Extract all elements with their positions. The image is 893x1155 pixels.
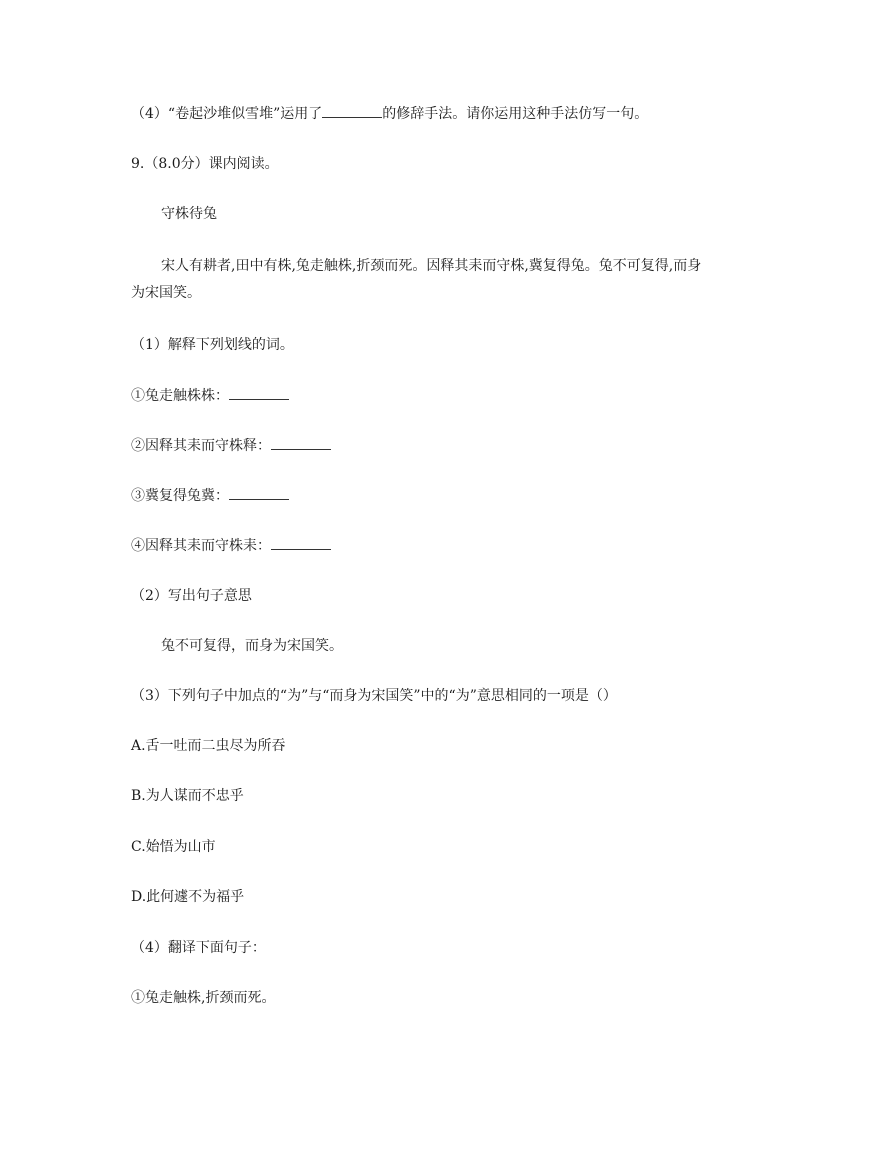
- passage-title: 守株待兔: [161, 206, 217, 222]
- item-2: [131, 436, 331, 456]
- answer-blank[interactable]: [271, 436, 331, 450]
- sentence-to-explain: 兔不可复得，而身为宋国笑。: [161, 638, 343, 654]
- passage-line-2: 为宋国笑。: [131, 285, 201, 301]
- answer-blank[interactable]: [271, 536, 331, 550]
- sub-question-1: （1）解释下列划线的词。: [131, 337, 294, 353]
- item-3-label: ③冀复得兔冀：: [131, 488, 229, 504]
- item-1: [131, 386, 289, 406]
- question-9-header: 9.（8.0分）课内阅读。: [131, 156, 279, 172]
- answer-blank[interactable]: [229, 386, 289, 400]
- translate-item-1: ①兔走触株,折颈而死。: [131, 990, 276, 1006]
- answer-blank[interactable]: [229, 486, 289, 500]
- passage-line-1: 宋人有耕者,田中有株,兔走触株,折颈而死。因释其耒而守株,冀复得兔。兔不可复得,而身: [161, 258, 702, 274]
- sub-question-4: （4）翻译下面句子：: [131, 940, 266, 956]
- item-2-label: ②因释其耒而守株释：: [131, 438, 271, 454]
- question-8-part-4-suffix: 的修辞手法。请你运用这种手法仿写一句。: [382, 106, 649, 122]
- option-d[interactable]: D.此何遽不为福乎: [131, 889, 245, 905]
- option-c[interactable]: C.始悟为山市: [131, 839, 216, 855]
- sub-question-2: （2）写出句子意思: [131, 588, 252, 604]
- sub-question-3: （3）下列句子中加点的“为”与“而身为宋国笑”中的“为”意思相同的一项是（）: [131, 688, 617, 704]
- item-1-label: ①兔走触株株：: [131, 388, 229, 404]
- question-8-part-4: [131, 104, 648, 124]
- item-4-label: ④因释其耒而守株耒：: [131, 538, 271, 554]
- item-3: [131, 486, 289, 506]
- option-a[interactable]: A.舌一吐而二虫尽为所吞: [131, 738, 286, 754]
- option-b[interactable]: B.为人谋而不忠乎: [131, 788, 244, 804]
- item-4: [131, 536, 331, 556]
- answer-blank[interactable]: [322, 104, 382, 118]
- question-8-part-4-prefix: （4）“卷起沙堆似雪堆”运用了: [131, 106, 323, 122]
